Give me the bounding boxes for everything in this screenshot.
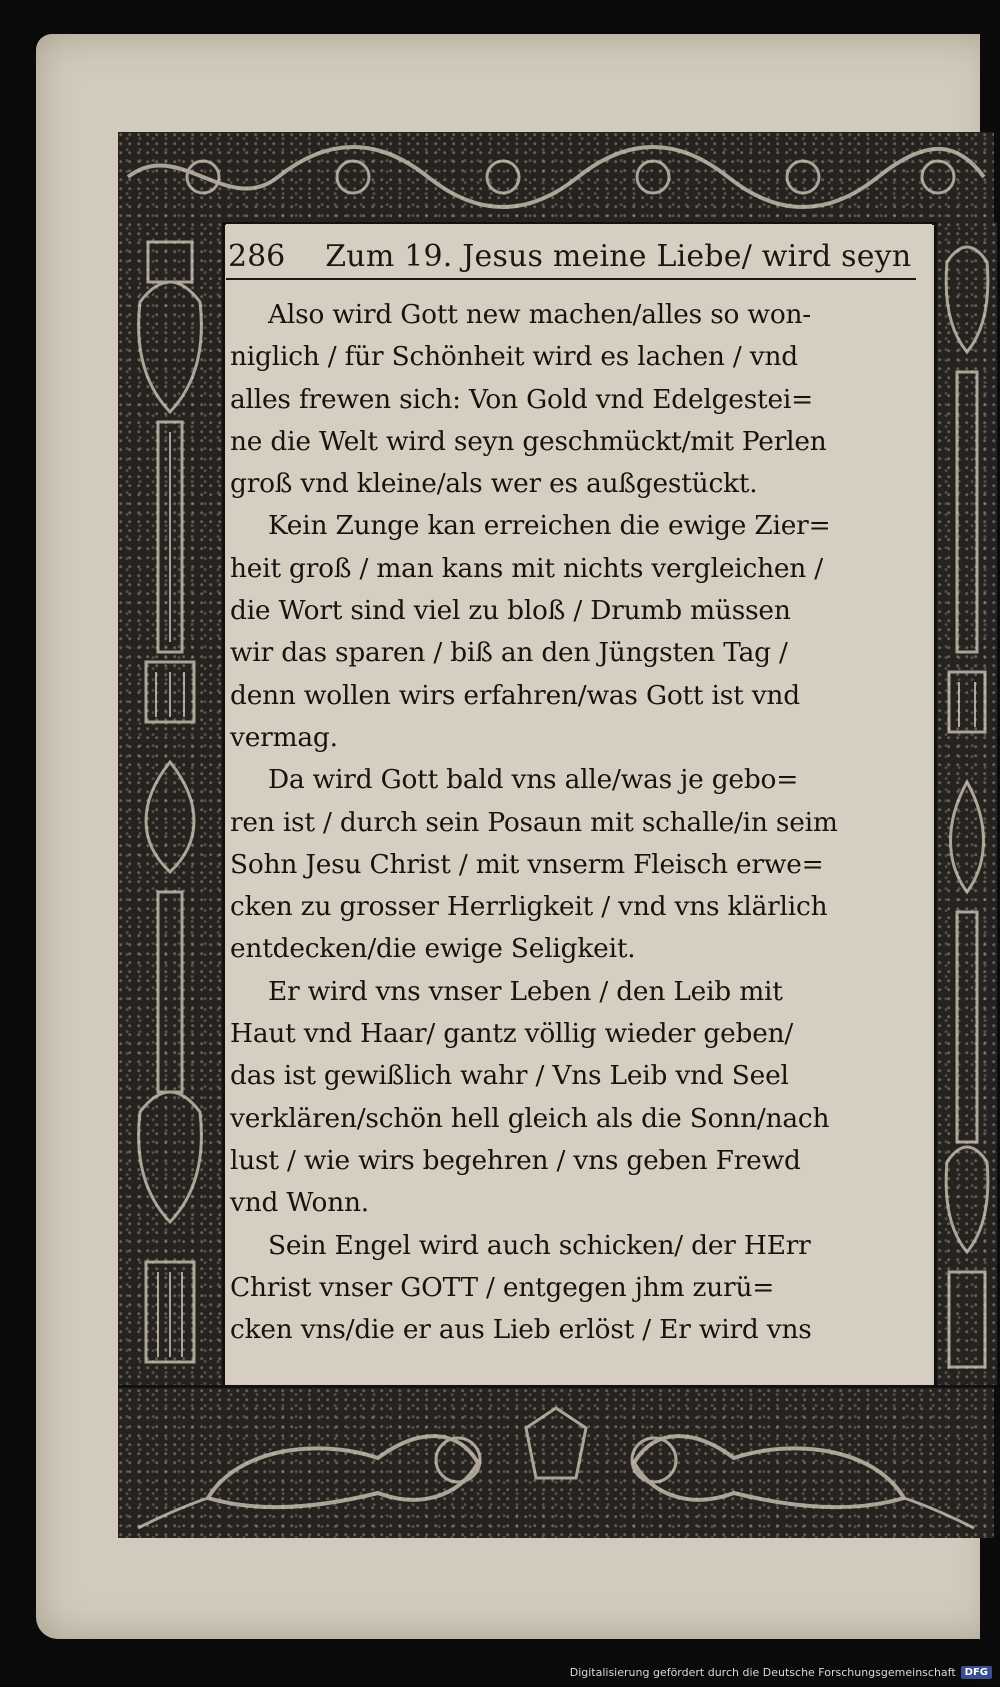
text-line: ne die Welt wird seyn geschmückt/mit Perlen: [230, 425, 827, 457]
hymn-text: [230, 294, 926, 1351]
woodcut-border-bottom: [118, 1385, 994, 1538]
text-line: vnd Wonn.: [230, 1187, 369, 1219]
text-line: alles frewen sich: Von Gold vnd Edelgestei=: [230, 383, 814, 415]
dfg-logo: DFG: [961, 1666, 992, 1679]
text-line: groß vnd kleine/als wer es außgestückt.: [230, 468, 758, 500]
digitization-credit: [570, 1661, 992, 1683]
text-line: Sohn Jesu Christ / mit vnserm Fleisch erwe=: [230, 848, 824, 880]
woodcut-border-left: [118, 222, 225, 1385]
text-line: cken zu grosser Herrligkeit / vnd vns klärlich: [230, 891, 828, 923]
text-block: [226, 224, 932, 1384]
text-line: vermag.: [230, 721, 338, 753]
text-line: Da wird Gott bald vns alle/was je gebo=: [268, 764, 799, 796]
text-line: wir das sparen / biß an den Jüngsten Tag /: [230, 637, 788, 669]
text-line: das ist gewißlich wahr / Vns Leib vnd Seel: [230, 1060, 789, 1092]
text-line: die Wort sind viel zu bloß / Drumb müssen: [230, 595, 791, 627]
woodcut-border-right: [934, 222, 997, 1385]
lions-ornament-icon: [118, 1388, 994, 1538]
text-line: denn wollen wirs erfahren/was Gott ist vnd: [230, 679, 800, 711]
column-ornament-icon: [937, 222, 997, 1385]
running-head-title: Zum 19. Jesus meine Liebe/ wird seyn: [325, 239, 912, 274]
page-number: 286: [228, 239, 286, 274]
woodcut-border-top: [118, 132, 994, 225]
text-line: niglich / für Schönheit wird es lachen / vnd: [230, 341, 798, 373]
text-line: Christ vnser GOTT / entgegen jhm zurü=: [230, 1271, 775, 1303]
column-ornament-icon: [118, 222, 222, 1385]
running-head: [226, 228, 916, 280]
scroll-ornament-icon: [118, 132, 994, 222]
text-line: verklären/schön hell gleich als die Sonn/nach: [230, 1102, 830, 1134]
text-line: Kein Zunge kan erreichen die ewige Zier=: [268, 510, 831, 542]
credit-text: Digitalisierung gefördert durch die Deutsche Forschungsgemeinschaft: [569, 1665, 956, 1679]
text-line: Also wird Gott new machen/alles so won-: [268, 299, 812, 330]
text-line: Sein Engel wird auch schicken/ der HErr: [268, 1229, 811, 1261]
text-line: entdecken/die ewige Seligkeit.: [230, 933, 636, 965]
text-line: ren ist / durch sein Posaun mit schalle/in seim: [230, 806, 838, 838]
text-line: lust / wie wirs begehren / vns geben Frewd: [230, 1144, 801, 1176]
text-line: Haut vnd Haar/ gantz völlig wieder geben/: [230, 1018, 794, 1050]
text-line: cken vns/die er aus Lieb erlöst / Er wird vns: [230, 1314, 812, 1346]
text-line: Er wird vns vnser Leben / den Leib mit: [268, 975, 783, 1007]
text-line: heit groß / man kans mit nichts vergleichen /: [230, 552, 823, 584]
